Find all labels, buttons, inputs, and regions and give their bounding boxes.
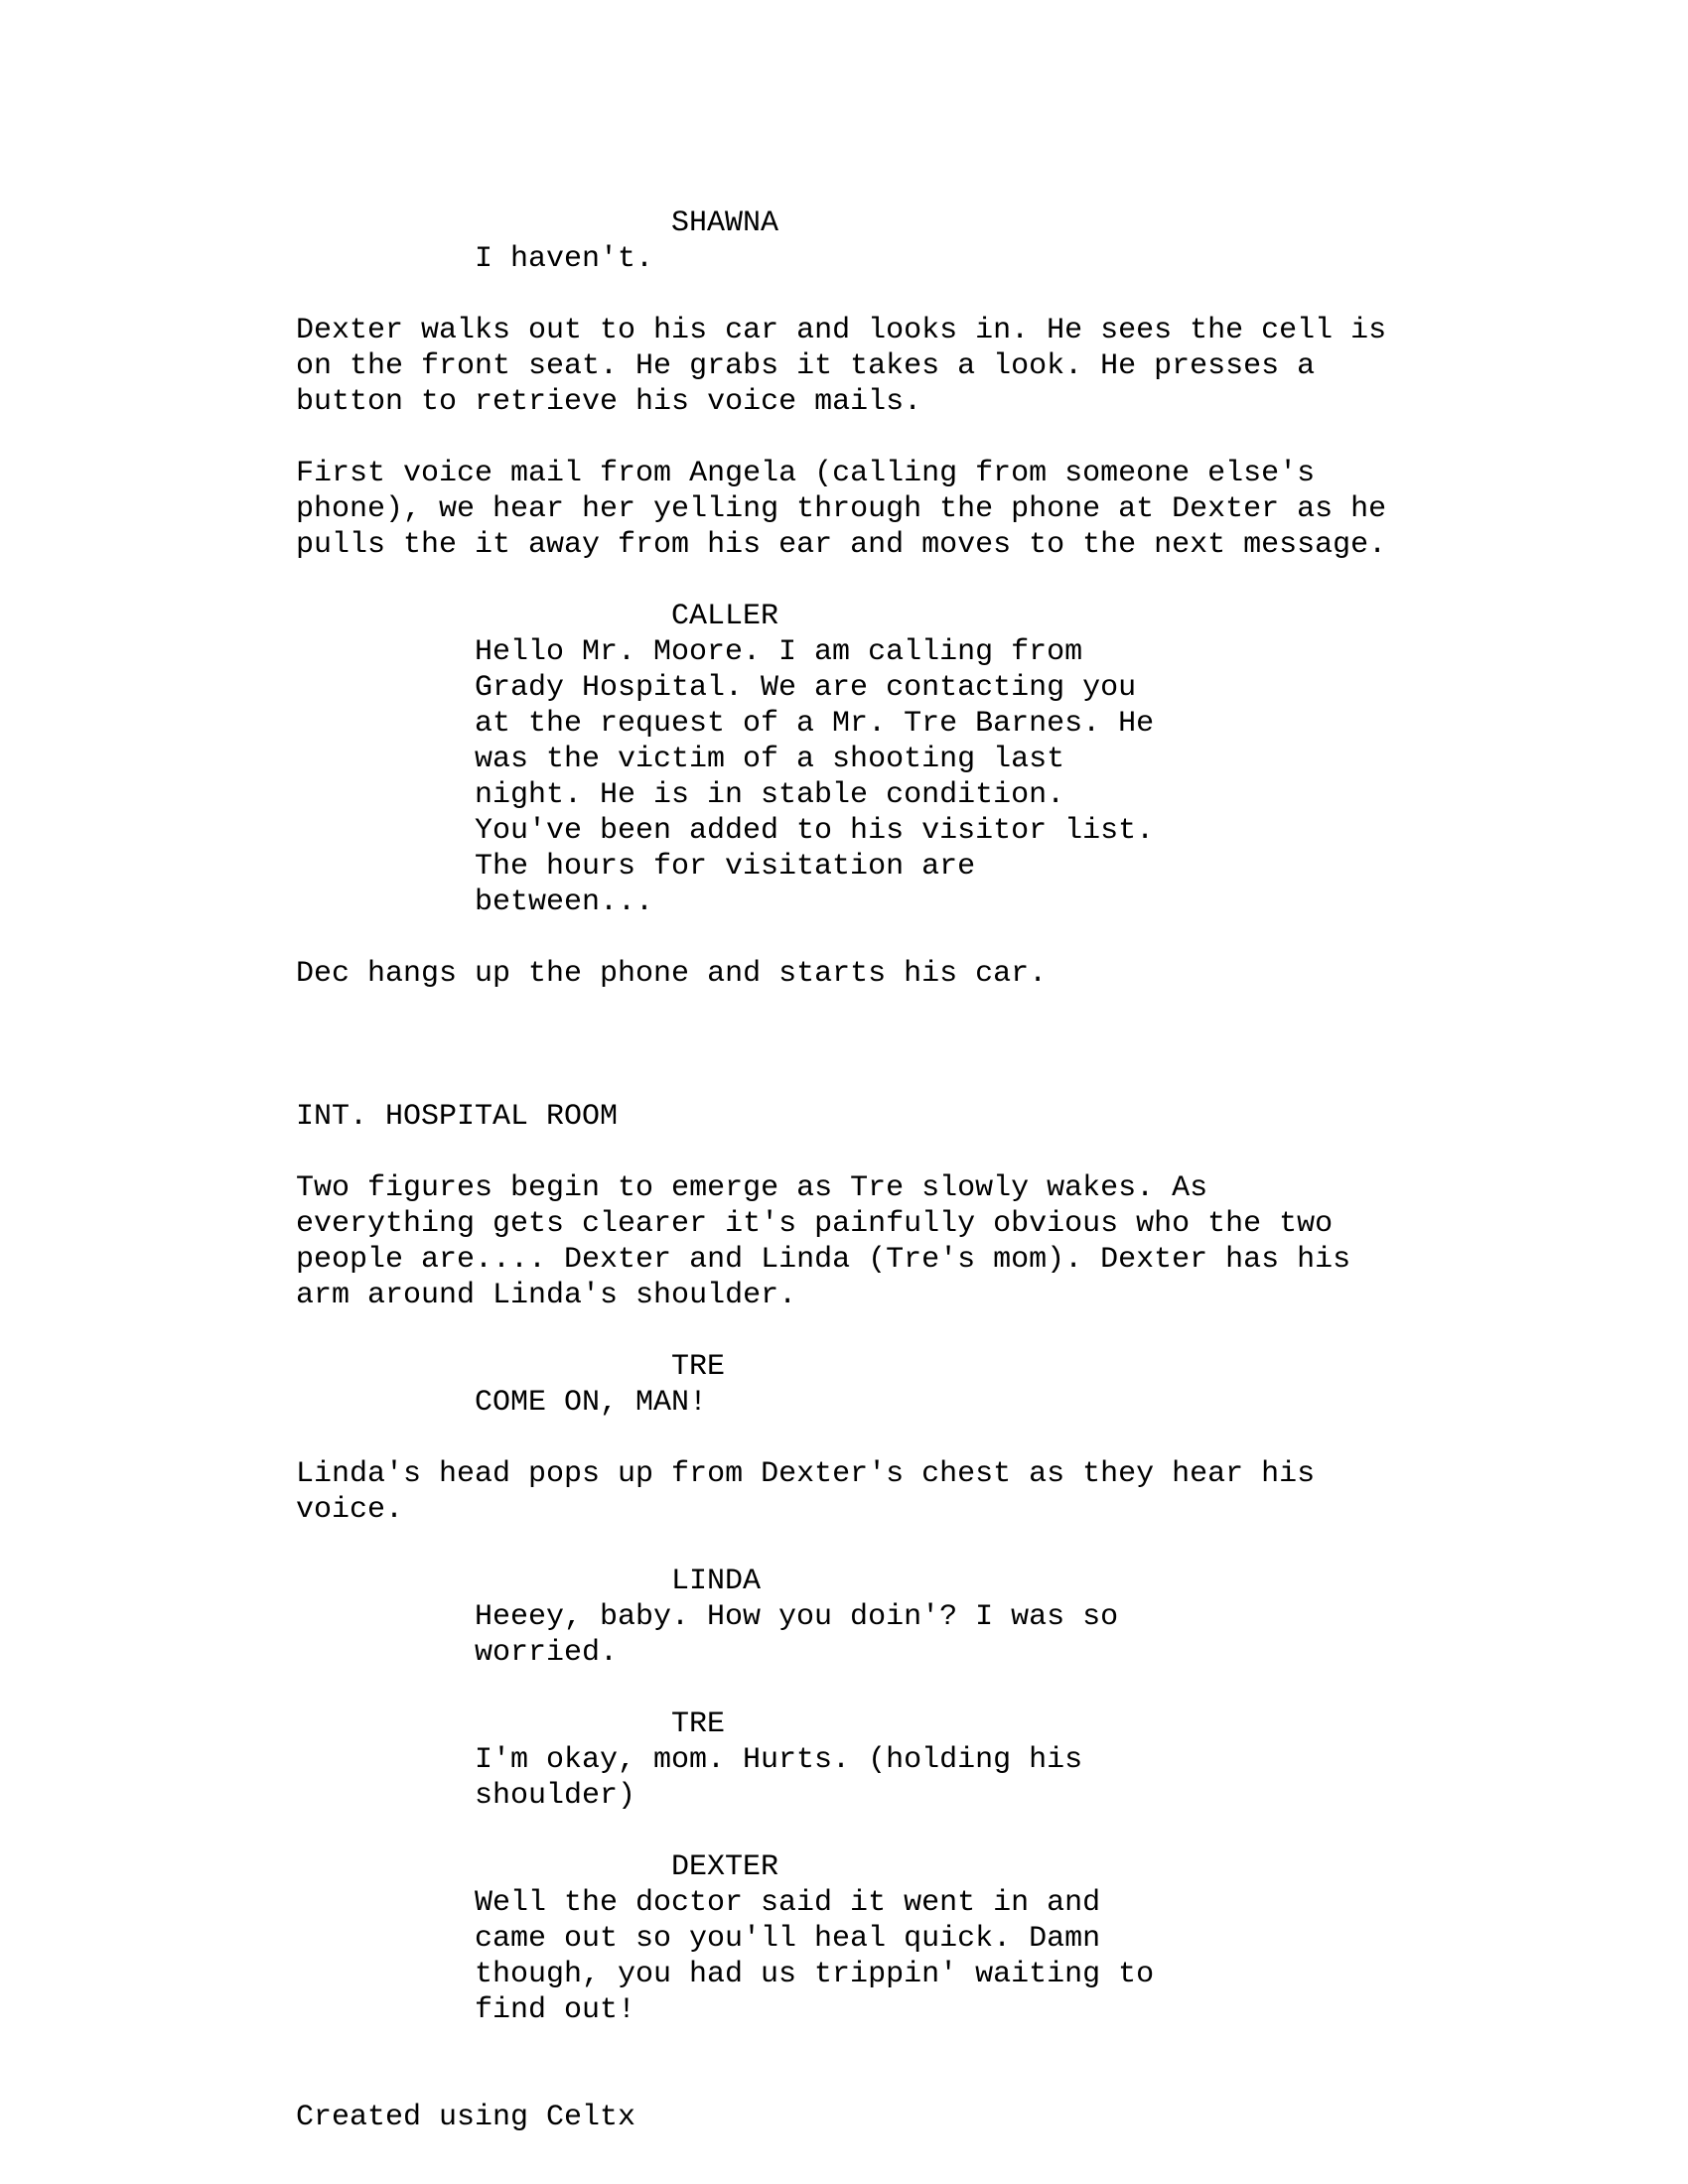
character-cue-caller: CALLER [671, 600, 779, 633]
dialogue-linda: Heeey, baby. How you doin'? I was so worried. [475, 1600, 1119, 1670]
character-cue-dexter: DEXTER [671, 1850, 779, 1884]
scene-heading: INT. HOSPITAL ROOM [296, 1100, 619, 1134]
page-footer: Created using Celtx [296, 2101, 636, 2134]
action-linda-head: Linda's head pops up from Dexter's chest as they hear his voice. [296, 1457, 1316, 1527]
dialogue-tre: COME ON, MAN! [475, 1386, 708, 1420]
dialogue-dexter: Well the doctor said it went in and came out so you'll heal quick. Damn though, you had us trippin' waiting to find out! [475, 1886, 1155, 2027]
action-voice-mail: First voice mail from Angela (calling from someone else's phone), we hear her yelling through the phone at Dexter as he pulls the it away from his ear and moves to the next message. [296, 457, 1387, 562]
action-tre-wakes: Two figures begin to emerge as Tre slowly wakes. As everything gets clearer it's painfully obvious who the two people are.... Dexter and Linda (Tre's mom). Dexter has his arm around Linda's shoulder. [296, 1171, 1351, 1312]
dialogue-tre-2: I'm okay, mom. Hurts. (holding his shoulder) [475, 1743, 1083, 1813]
dialogue-shawna: I haven't. [475, 242, 654, 276]
character-cue-tre-2: TRE [671, 1707, 726, 1741]
dialogue-caller: Hello Mr. Moore. I am calling from Grady Hospital. We are contacting you at the request of a Mr. Tre Barnes. He was the victim of a shooting last night. He is in stable condition. You've been added to his visitor list. The hours for visitation are between... [475, 635, 1155, 919]
character-cue-linda: LINDA [671, 1565, 762, 1598]
character-cue-tre: TRE [671, 1350, 726, 1384]
character-cue-shawna: SHAWNA [671, 206, 779, 240]
action-dec-hangs-up: Dec hangs up the phone and starts his car. [296, 957, 1048, 991]
action-dexter-car: Dexter walks out to his car and looks in. He sees the cell is on the front seat. He grabs it takes a look. He presses a button to retrieve his voice mails. [296, 314, 1387, 419]
